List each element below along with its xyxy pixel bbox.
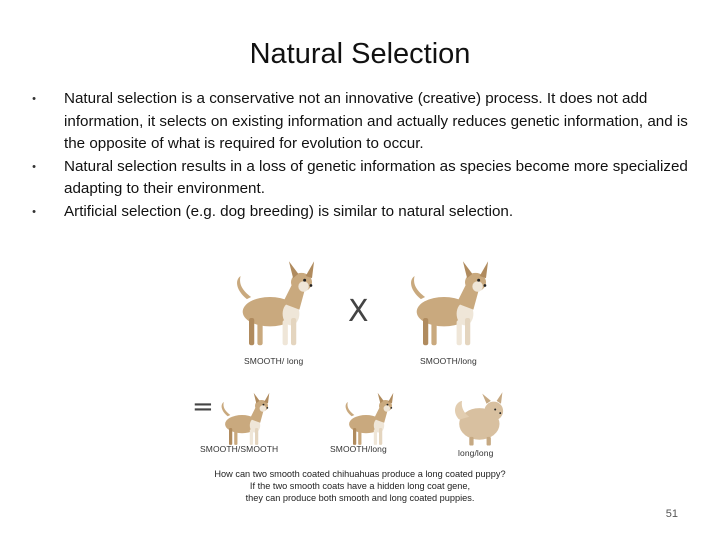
offspring-dog-carrier-illustration [346, 393, 394, 445]
offspring-dog-long-illustration [455, 392, 503, 445]
page-number: 51 [665, 508, 678, 520]
bullet-item [28, 156, 688, 201]
offspring-label-long: long/long [458, 448, 494, 458]
offspring-dog-smooth-illustration [222, 393, 270, 445]
bullet-list [28, 88, 688, 223]
page-title: Natural Selection [249, 38, 471, 70]
equals-symbol: = [192, 392, 214, 422]
figure-caption [200, 468, 520, 504]
bullet-item [28, 88, 688, 156]
bullet-dot-icon: • [32, 160, 36, 173]
parent-label-left: SMOOTH/ long [244, 356, 304, 366]
bullet-dot-icon: • [32, 93, 36, 105]
bullet-text: Artificial selection (e.g. dog breeding) is similar to natural selection. [64, 202, 514, 220]
parent-label-right: SMOOTH/long [420, 356, 477, 366]
dog-breeding-figure [190, 258, 530, 508]
parent-dog-left-illustration [237, 261, 314, 345]
bullet-item [28, 201, 688, 224]
offspring-label-carrier: SMOOTH/long [330, 444, 387, 454]
bullet-text: Natural selection results in a loss of genetic information as species become more specialized adapting to their environment. [64, 157, 688, 197]
offspring-label-smooth: SMOOTH/SMOOTH [200, 444, 279, 454]
bullet-dot-icon: • [32, 205, 36, 218]
caption-line: they can produce both smooth and long coated puppies. [245, 493, 475, 503]
caption-line: If the two smooth coats have a hidden long coat gene, [249, 481, 471, 491]
caption-line: How can two smooth coated chihuahuas produce a long coated puppy? [214, 469, 506, 479]
cross-symbol: X [348, 294, 369, 329]
chihuahua-illustrations [190, 258, 530, 468]
parent-dog-right-illustration [411, 261, 488, 345]
bullet-text: Natural selection is a conservative not an innovative (creative) process. It does not add information, it selects on existing information and actually reduces genetic information, and is the opposite of what is required for evolution to occur. [64, 90, 688, 152]
